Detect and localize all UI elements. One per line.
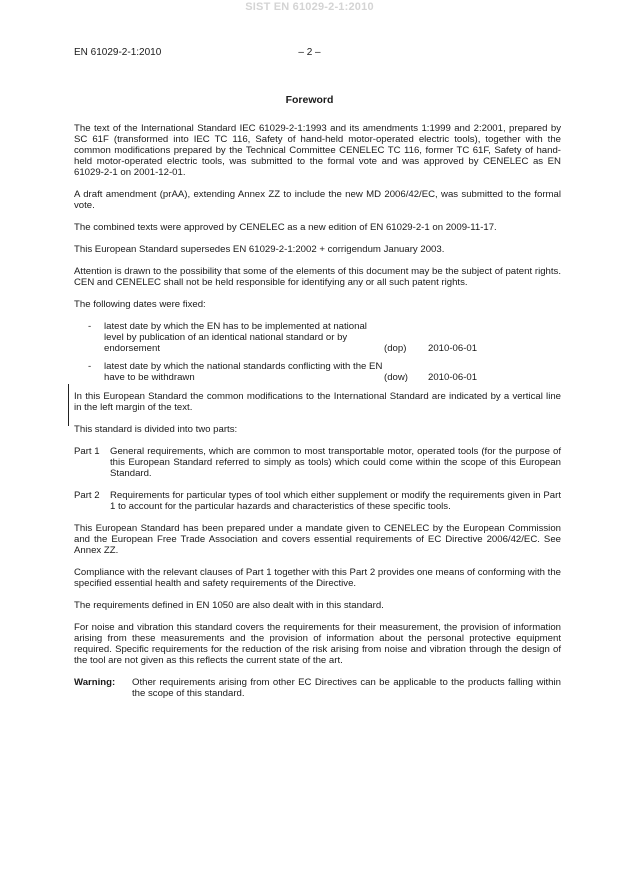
- dates-list: [74, 321, 561, 383]
- list-item: [74, 361, 561, 383]
- page-number: – 2 –: [298, 47, 321, 58]
- date-abbreviation: (dow): [384, 372, 408, 383]
- date-value: 2010-06-01: [428, 372, 478, 383]
- paragraph: This European Standard has been prepared under a mandate given to CENELEC by the European Commission and the European Free Trade Association and covers essential requirements of EC Directive 2006/42/EC. See Annex ZZ.: [74, 523, 561, 556]
- warning-note: [74, 677, 561, 699]
- warning-text: Other requirements arising from other EC Directives can be applicable to the products falling within the scope of this standard.: [132, 677, 561, 699]
- part-text: General requirements, which are common to most transportable motor, operated tools (for the purpose of this European Standard referred to simply as tools) which could come within the scope of this European Standard.: [110, 446, 561, 479]
- paragraph: Compliance with the relevant clauses of Part 1 together with this Part 2 provides one means of conforming with the specified essential health and safety requirements of the Directive.: [74, 567, 561, 589]
- list-bullet: -: [88, 321, 92, 332]
- list-bullet: -: [88, 361, 92, 372]
- modification-margin-line: [68, 384, 69, 426]
- date-description: latest date by which the national standards conflicting with the EN have to be withdrawn: [104, 361, 383, 383]
- list-item: [74, 490, 561, 512]
- paragraph: This European Standard supersedes EN 61029-2-1:2002 + corrigendum January 2003.: [74, 244, 445, 255]
- page-title: Foreword: [285, 94, 334, 106]
- paragraph: In this European Standard the common modifications to the International Standard are indicated by a vertical line in the left margin of the text.: [74, 391, 561, 413]
- part-text: Requirements for particular types of tool which either supplement or modify the requirements given in Part 1 to account for the particular hazards and characteristics of these specific tools.: [110, 490, 561, 512]
- list-item: [74, 446, 561, 479]
- paragraph: The requirements defined in EN 1050 are also dealt with in this standard.: [74, 600, 384, 611]
- paragraph: The combined texts were approved by CENELEC as a new edition of EN 61029-2-1 on 2009-11-17.: [74, 222, 497, 233]
- part-label: Part 2: [74, 490, 100, 501]
- date-description: latest date by which the EN has to be implemented at national level by publication of an identical national standard or by endorsement: [104, 321, 367, 354]
- watermark: SIST EN 61029-2-1:2010: [245, 1, 374, 13]
- paragraph: The following dates were fixed:: [74, 299, 206, 310]
- modification-block: [74, 391, 561, 413]
- paragraph: This standard is divided into two parts:: [74, 424, 238, 435]
- foreword-body: [74, 123, 561, 699]
- paragraph: For noise and vibration this standard covers the requirements for their measurement, the provision of information arising from these measurements and the provision of information about the personal protective equipment required. Specific requirements for the reduction of the risk arising from noise and vibration through the design of the tool are not given as this reflects the current state of the art.: [74, 622, 561, 666]
- date-value: 2010-06-01: [428, 343, 478, 354]
- date-abbreviation: (dop): [384, 343, 407, 354]
- paragraph: Attention is drawn to the possibility that some of the elements of this document may be the subject of patent rights. CEN and CENELEC shall not be held responsible for identifying any or all such patent rights.: [74, 266, 561, 288]
- part-label: Part 1: [74, 446, 100, 457]
- warning-label: Warning:: [74, 677, 116, 688]
- document-id: EN 61029-2-1:2010: [74, 47, 162, 58]
- list-item: [74, 321, 561, 354]
- paragraph: The text of the International Standard IEC 61029-2-1:1993 and its amendments 1:1999 and 2:2001, prepared by SC 61F (transformed into IEC TC 116, Safety of hand-held motor-operated electric tools), together with the common modifications prepared by the Technical Committee CENELEC TC 116, former TC 61F, Safety of hand-held motor-operated electric tools, was submitted to the formal vote and was approved by CENELEC as EN 61029-2-1 on 2001-12-01.: [74, 123, 561, 178]
- paragraph: A draft amendment (prAA), extending Annex ZZ to include the new MD 2006/42/EC, was submitted to the formal vote.: [74, 189, 561, 211]
